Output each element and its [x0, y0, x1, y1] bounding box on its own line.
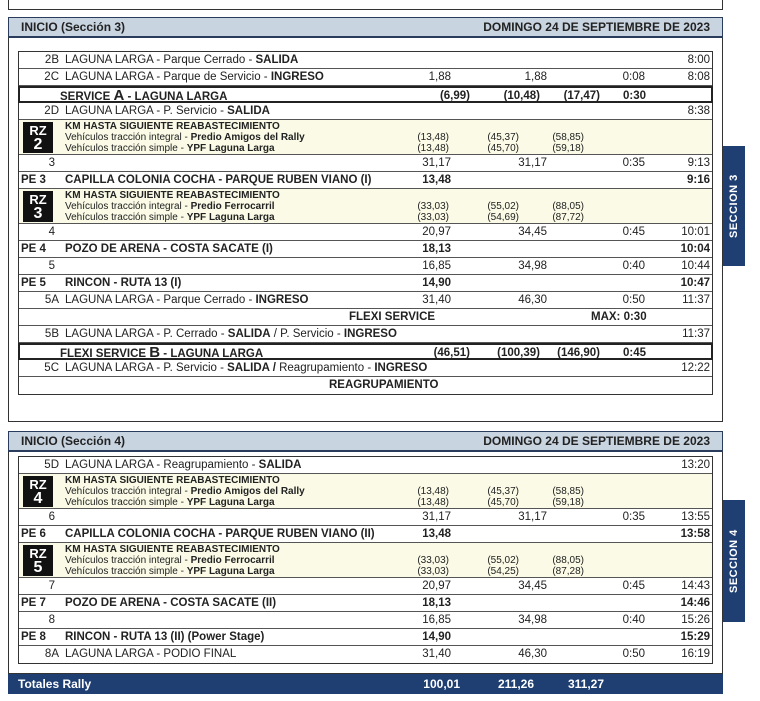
line-text: Vehículos tracción simple - [65, 212, 187, 223]
line-bold: Predio Ferrocarril [190, 555, 275, 566]
row-id: 6 [48, 511, 55, 523]
rz-value: (33,03) [417, 212, 449, 223]
table-row [19, 578, 712, 595]
section-3-table [18, 51, 713, 395]
refuel-zone-5 [19, 543, 712, 578]
row-time: 13:58 [680, 528, 710, 540]
row-time: 11:37 [682, 328, 710, 340]
totals-b: 211,26 [497, 677, 534, 691]
rz-value: (13,48) [417, 132, 449, 143]
row-time: 11:37 [682, 294, 710, 306]
line-bold: YPF Laguna Larga [186, 212, 275, 223]
row-time: 9:13 [687, 157, 710, 169]
row-desc [65, 457, 301, 473]
service-label [60, 345, 263, 361]
desc-text: LAGUNA LARGA - Reagrupamiento - [65, 459, 259, 471]
section-4-table [18, 456, 713, 664]
row-time: 12:22 [681, 362, 710, 374]
km-b: (100,39) [497, 347, 540, 359]
rz-heading: KM HASTA SIGUIENTE REABASTECIMIENTO [65, 544, 280, 555]
desc-bold-2: INGRESO [374, 362, 428, 374]
rz-value: (13,48) [417, 486, 449, 497]
row-desc [65, 69, 324, 85]
rz-value: (33,03) [417, 201, 449, 212]
refuel-zone-3 [19, 189, 712, 224]
target-time: 0:50 [622, 648, 645, 660]
rz-value: (88,05) [552, 555, 584, 566]
rz-line-2 [65, 143, 275, 154]
target-time: 0:35 [622, 157, 645, 169]
row-desc [65, 103, 270, 119]
top-frame [8, 0, 723, 10]
section-title: INICIO (Sección 3) [21, 20, 126, 34]
table-row [19, 457, 712, 474]
desc-bold: INGRESO [270, 71, 324, 83]
desc-bold: SALIDA [227, 105, 270, 117]
row-time: 14:43 [681, 580, 710, 592]
stage-row [19, 629, 712, 646]
rz-value: (58,85) [552, 486, 584, 497]
desc-text: LAGUNA LARGA - Parque Cerrado - [65, 294, 256, 306]
row-id: 5A [44, 294, 59, 306]
stage-name: POZO DE ARENA - COSTA SACATE (I) [65, 243, 273, 255]
rz-value: (59,18) [552, 143, 584, 154]
table-row [19, 224, 712, 241]
rz-label: RZ [29, 477, 47, 492]
refuel-zone-2 [19, 120, 712, 155]
rz-value: (59,18) [552, 497, 584, 508]
row-id: 5 [48, 260, 55, 272]
km-stage: 31,17 [422, 157, 451, 169]
rz-heading: KM HASTA SIGUIENTE REABASTECIMIENTO [65, 121, 280, 132]
km-liaison: 34,45 [518, 226, 547, 238]
stage-row [19, 172, 712, 189]
stage-id: PE 4 [21, 243, 46, 255]
rz-badge [23, 122, 53, 153]
table-row [19, 103, 712, 120]
row-id: 5D [44, 459, 59, 471]
table-row [19, 155, 712, 172]
totals-a: 100,01 [423, 677, 460, 691]
flexi-service-row [19, 309, 712, 326]
line-text: Vehículos tracción integral - [65, 555, 191, 566]
km-liaison: 46,30 [518, 648, 547, 660]
desc-bold: SALIDA [227, 328, 271, 340]
line-text: Vehículos tracción simple - [65, 566, 187, 577]
rz-value: (87,72) [552, 212, 584, 223]
stage-km: 13,48 [422, 174, 451, 186]
stage-name: RINCON - RUTA 13 (I) [65, 277, 182, 289]
row-time: 10:44 [681, 260, 710, 272]
row-time: 16:19 [681, 648, 710, 660]
row-time: 10:47 [680, 277, 710, 289]
service-time: 0:45 [622, 347, 646, 359]
stage-id: PE 7 [21, 597, 46, 609]
stage-km: 14,90 [422, 277, 451, 289]
rz-badge [23, 545, 53, 576]
stage-id: PE 6 [21, 528, 46, 540]
label-text: SERVICE [60, 91, 111, 103]
stage-row [19, 275, 712, 292]
desc-text: LAGUNA LARGA - Parque de Servicio - [65, 71, 271, 83]
row-time: 8:08 [687, 71, 710, 83]
line-bold: YPF Laguna Larga [186, 143, 275, 154]
km-liaison: 34,45 [518, 580, 547, 592]
table-row [19, 52, 712, 69]
stage-row [19, 241, 712, 258]
row-time: 8:38 [687, 105, 710, 117]
table-row [19, 612, 712, 629]
rz-value: (58,85) [552, 132, 584, 143]
section-4-header [8, 431, 723, 452]
desc-mid: Reagrupamiento - [279, 362, 375, 374]
km-stage: 31,40 [422, 648, 451, 660]
rz-value: (45,37) [487, 486, 519, 497]
km-stage: 31,40 [422, 294, 451, 306]
section-date: DOMINGO 24 DE SEPTIEMBRE DE 2023 [483, 20, 710, 34]
label-rest: - LAGUNA LARGA [160, 348, 264, 360]
km-liaison: 34,98 [518, 260, 547, 272]
rz-line-2 [65, 566, 275, 577]
stage-km: 18,13 [422, 243, 451, 255]
stage-row [19, 526, 712, 543]
target-time: 0:50 [622, 294, 645, 306]
stage-km: 18,13 [422, 597, 451, 609]
rz-number: 2 [33, 136, 43, 153]
rz-value: (33,03) [417, 566, 449, 577]
desc-text: LAGUNA LARGA - P. Servicio - [65, 362, 228, 374]
row-id: 7 [48, 580, 55, 592]
rz-value: (54,69) [487, 212, 519, 223]
desc-bold: INGRESO [255, 294, 309, 306]
line-bold: Predio Amigos del Rally [190, 132, 305, 143]
service-letter: B [149, 344, 161, 361]
km-liaison: 46,30 [518, 294, 547, 306]
desc-bold-2: INGRESO [343, 328, 397, 340]
km-stage: 16,85 [422, 260, 451, 272]
km-liaison: 31,17 [518, 511, 547, 523]
row-desc: LAGUNA LARGA - PODIO FINAL [65, 648, 237, 660]
desc-text: LAGUNA LARGA - Parque Cerrado - [65, 54, 256, 66]
row-time: 10:04 [680, 243, 710, 255]
stage-id: PE 8 [21, 631, 46, 643]
rz-line-1 [65, 132, 305, 143]
target-time: 0:40 [622, 260, 645, 272]
table-row [19, 69, 712, 86]
section-4-tab: SECCION 4 [723, 500, 745, 622]
row-id: 3 [48, 157, 55, 169]
row-desc [65, 326, 397, 342]
line-text: Vehículos tracción simple - [65, 497, 187, 508]
totals-label: Totales Rally [18, 677, 92, 691]
regroup-row [19, 377, 712, 394]
rz-line-2 [65, 212, 275, 223]
rz-line-2 [65, 497, 275, 508]
rz-value: (33,03) [417, 555, 449, 566]
line-text: Vehículos tracción integral - [65, 201, 191, 212]
line-bold: Predio Ferrocarril [190, 201, 275, 212]
row-desc [65, 292, 309, 308]
rz-number: 5 [33, 559, 43, 576]
desc-bold: SALIDA [255, 54, 299, 66]
stage-id: PE 5 [21, 277, 46, 289]
rz-value: (88,05) [552, 201, 584, 212]
target-time: 0:35 [622, 511, 645, 523]
rz-value: (54,25) [487, 566, 519, 577]
section-title: INICIO (Sección 4) [21, 434, 126, 448]
line-bold: Predio Amigos del Rally [190, 486, 305, 497]
rz-value: (45,37) [487, 132, 519, 143]
km-stage: 1,88 [428, 71, 451, 83]
rz-label: RZ [29, 192, 47, 207]
rz-line-1 [65, 486, 305, 497]
km-c: (146,90) [557, 347, 600, 359]
service-a-row [18, 86, 713, 103]
stage-name: RINCON - RUTA 13 (II) (Power Stage) [65, 631, 265, 643]
rz-value: (55,02) [487, 555, 519, 566]
rz-line-1 [65, 201, 275, 212]
km-stage: 16,85 [422, 614, 451, 626]
stage-km: 14,90 [422, 631, 451, 643]
target-time: 0:45 [622, 580, 645, 592]
stage-km: 13,48 [422, 528, 451, 540]
stage-id: PE 3 [21, 174, 46, 186]
rz-value: (13,48) [417, 497, 449, 508]
desc-text: LAGUNA LARGA - P. Cerrado - [65, 328, 228, 340]
rz-value: (45,70) [487, 497, 519, 508]
section-3-tab: SECCION 3 [723, 146, 745, 266]
table-row [19, 360, 712, 377]
row-time: 15:29 [680, 631, 710, 643]
line-text: Vehículos tracción simple - [65, 143, 187, 154]
rz-label: RZ [29, 123, 47, 138]
rz-heading: KM HASTA SIGUIENTE REABASTECIMIENTO [65, 190, 280, 201]
km-liaison: 34,98 [518, 614, 547, 626]
stage-name: CAPILLA COLONIA COCHA - PARQUE RUBEN VIANO (I) [65, 174, 372, 186]
rz-value: (87,28) [552, 566, 584, 577]
line-text: Vehículos tracción integral - [65, 132, 191, 143]
desc-bold: SALIDA / [227, 362, 280, 374]
service-time: 0:30 [622, 90, 646, 102]
row-id: 8A [44, 648, 59, 660]
service-letter: A [113, 87, 125, 104]
row-id: 8 [48, 614, 55, 626]
line-text: Vehículos tracción integral - [65, 486, 191, 497]
row-desc [65, 360, 427, 376]
target-time: 0:40 [622, 614, 645, 626]
stage-name: POZO DE ARENA - COSTA SACATE (II) [65, 597, 277, 609]
line-bold: YPF Laguna Larga [186, 566, 275, 577]
stage-name: CAPILLA COLONIA COCHA - PARQUE RUBEN VIANO (II) [65, 528, 375, 540]
row-time: 14:46 [680, 597, 710, 609]
desc-text: LAGUNA LARGA - P. Servicio - [65, 105, 228, 117]
target-time: 0:08 [622, 71, 645, 83]
stage-row [19, 595, 712, 612]
totals-bar [8, 674, 723, 694]
desc-mid: / P. Servicio - [270, 328, 344, 340]
rz-line-1 [65, 555, 275, 566]
table-row [19, 326, 712, 343]
km-c: (17,47) [563, 90, 600, 102]
row-id: 4 [48, 226, 55, 238]
row-time: 10:01 [681, 226, 710, 238]
rz-number: 3 [33, 205, 43, 222]
row-id: 2C [44, 71, 59, 83]
row-desc [65, 52, 298, 68]
row-time: 15:26 [681, 614, 710, 626]
row-time: 13:55 [681, 511, 710, 523]
section-date: DOMINGO 24 DE SEPTIEMBRE DE 2023 [483, 434, 710, 448]
rz-heading: KM HASTA SIGUIENTE REABASTECIMIENTO [65, 475, 280, 486]
km-b: (10,48) [503, 90, 540, 102]
km-stage: 20,97 [422, 226, 451, 238]
rz-value: (13,48) [417, 143, 449, 154]
row-time: 8:00 [687, 54, 710, 66]
service-label [60, 88, 227, 104]
label-text: FLEXI SERVICE [60, 348, 147, 360]
km-liaison: 1,88 [524, 71, 547, 83]
row-id: 2D [44, 105, 59, 117]
km-a: (6,99) [439, 90, 470, 102]
line-bold: YPF Laguna Larga [186, 497, 275, 508]
row-id: 2B [44, 54, 59, 66]
flexi-label: FLEXI SERVICE [349, 311, 436, 323]
row-id: 5C [44, 362, 59, 374]
flexi-service-b-row [18, 343, 713, 360]
regroup-label: REAGRUPAMIENTO [329, 379, 439, 391]
rz-badge [23, 476, 53, 507]
totals-c: 311,27 [567, 677, 604, 691]
row-time: 13:20 [681, 459, 710, 471]
row-time: 9:16 [686, 174, 710, 186]
row-id: 5B [44, 328, 59, 340]
rz-value: (45,70) [487, 143, 519, 154]
table-row [19, 509, 712, 526]
table-row [19, 646, 712, 663]
table-row [19, 258, 712, 275]
km-stage: 31,17 [422, 511, 451, 523]
km-liaison: 31,17 [518, 157, 547, 169]
rz-number: 4 [33, 490, 43, 507]
label-rest: - LAGUNA LARGA [124, 91, 228, 103]
refuel-zone-4 [19, 474, 712, 509]
km-a: (46,51) [433, 347, 470, 359]
rz-label: RZ [29, 546, 47, 561]
table-row [19, 292, 712, 309]
section-3-header [8, 17, 723, 38]
flexi-max: MAX: 0:30 [591, 311, 647, 323]
target-time: 0:45 [622, 226, 645, 238]
rz-badge [23, 191, 53, 222]
desc-bold: SALIDA [258, 459, 302, 471]
rz-value: (55,02) [487, 201, 519, 212]
km-stage: 20,97 [422, 580, 451, 592]
